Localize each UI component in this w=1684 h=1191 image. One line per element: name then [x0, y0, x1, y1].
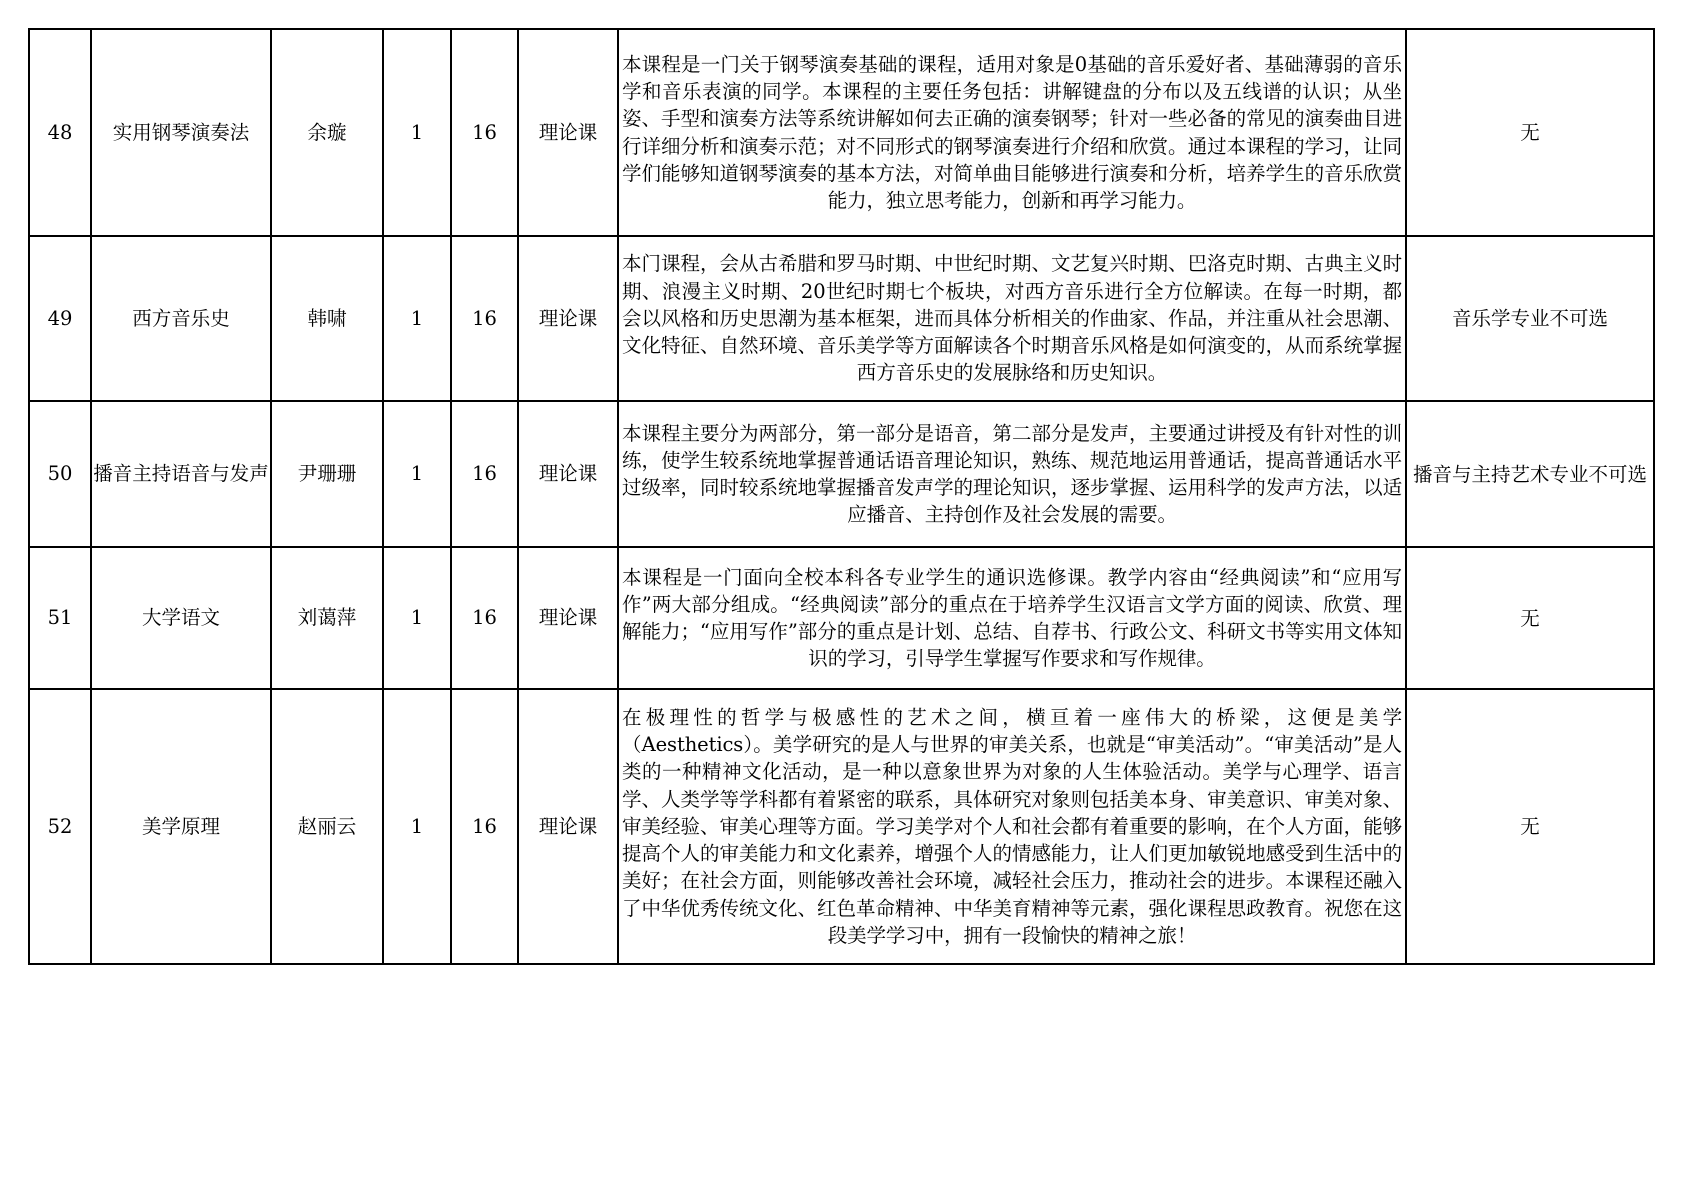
credit-value: 1 [383, 29, 451, 236]
selection-restriction: 无 [1406, 547, 1654, 689]
teacher-name: 韩啸 [271, 236, 383, 401]
selection-restriction: 播音与主持艺术专业不可选 [1406, 401, 1654, 547]
course-number: 49 [29, 236, 91, 401]
course-description: 本门课程，会从古希腊和罗马时期、中世纪时期、文艺复兴时期、巴洛克时期、古典主义时期、浪漫主义时期、20世纪时期七个板块，对西方音乐进行全方位解读。在每一时期，都会以风格和历史思潮为基本框架，进而具体分析相关的作曲家、作品，并注重从社会思潮、文化特征、自然环境、音乐美学等方面解读各个时期音乐风格是如何演变的，从而系统掌握西方音乐史的发展脉络和历史知识。 [618, 236, 1406, 401]
course-description: 在极理性的哲学与极感性的艺术之间，横亘着一座伟大的桥梁，这便是美学（Aesthetics）。美学研究的是人与世界的审美关系，也就是“审美活动”。“审美活动”是人类的一种精神文化活动，是一种以意象世界为对象的人生体验活动。美学与心理学、语言学、人类学等学科都有着紧密的联系，具体研究对象则包括美本身、审美意识、审美对象、审美经验、审美心理等方面。学习美学对个人和社会都有着重要的影响，在个人方面，能够提高个人的审美能力和文化素养，增强个人的情感能力，让人们更加敏锐地感受到生活中的美好；在社会方面，则能够改善社会环境，减轻社会压力，推动社会的进步。本课程还融入了中华优秀传统文化、红色革命精神、中华美育精神等元素，强化课程思政教育。祝您在这段美学学习中，拥有一段愉快的精神之旅！ [618, 689, 1406, 964]
course-description: 本课程是一门面向全校本科各专业学生的通识选修课。教学内容由“经典阅读”和“应用写作”两大部分组成。“经典阅读”部分的重点在于培养学生汉语言文学方面的阅读、欣赏、理解能力；“应用写作”部分的重点是计划、总结、自荐书、行政公文、科研文书等实用文体知识的学习，引导学生掌握写作要求和写作规律。 [618, 547, 1406, 689]
selection-restriction: 无 [1406, 29, 1654, 236]
table-row [29, 401, 1654, 547]
teacher-name: 赵丽云 [271, 689, 383, 964]
credit-value: 1 [383, 547, 451, 689]
credit-value: 1 [383, 689, 451, 964]
course-type: 理论课 [518, 689, 618, 964]
course-type: 理论课 [518, 401, 618, 547]
course-type: 理论课 [518, 547, 618, 689]
course-name: 西方音乐史 [91, 236, 271, 401]
credit-value: 1 [383, 401, 451, 547]
course-number: 51 [29, 547, 91, 689]
teacher-name: 余璇 [271, 29, 383, 236]
selection-restriction: 无 [1406, 689, 1654, 964]
hours-value: 16 [451, 29, 518, 236]
teacher-name: 刘蔼萍 [271, 547, 383, 689]
table-row [29, 236, 1654, 401]
course-description: 本课程主要分为两部分，第一部分是语音，第二部分是发声，主要通过讲授及有针对性的训练，使学生较系统地掌握普通话语音理论知识，熟练、规范地运用普通话，提高普通话水平过级率，同时较系统地掌握播音发声学的理论知识，逐步掌握、运用科学的发声方法，以适应播音、主持创作及社会发展的需要。 [618, 401, 1406, 547]
table-row [29, 29, 1654, 236]
teacher-name: 尹珊珊 [271, 401, 383, 547]
course-type: 理论课 [518, 236, 618, 401]
hours-value: 16 [451, 401, 518, 547]
course-table [28, 28, 1655, 965]
course-type: 理论课 [518, 29, 618, 236]
hours-value: 16 [451, 547, 518, 689]
table-row [29, 547, 1654, 689]
hours-value: 16 [451, 236, 518, 401]
course-number: 52 [29, 689, 91, 964]
course-name: 大学语文 [91, 547, 271, 689]
hours-value: 16 [451, 689, 518, 964]
credit-value: 1 [383, 236, 451, 401]
course-name: 实用钢琴演奏法 [91, 29, 271, 236]
course-number: 48 [29, 29, 91, 236]
table-row [29, 689, 1654, 964]
selection-restriction: 音乐学专业不可选 [1406, 236, 1654, 401]
course-number: 50 [29, 401, 91, 547]
course-description: 本课程是一门关于钢琴演奏基础的课程，适用对象是0基础的音乐爱好者、基础薄弱的音乐学和音乐表演的同学。本课程的主要任务包括：讲解键盘的分布以及五线谱的认识；从坐姿、手型和演奏方法等系统讲解如何去正确的演奏钢琴；针对一些必备的常见的演奏曲目进行详细分析和演奏示范；对不同形式的钢琴演奏进行介绍和欣赏。通过本课程的学习，让同学们能够知道钢琴演奏的基本方法，对简单曲目能够进行演奏和分析，培养学生的音乐欣赏能力，独立思考能力，创新和再学习能力。 [618, 29, 1406, 236]
course-name: 美学原理 [91, 689, 271, 964]
course-name: 播音主持语音与发声 [91, 401, 271, 547]
